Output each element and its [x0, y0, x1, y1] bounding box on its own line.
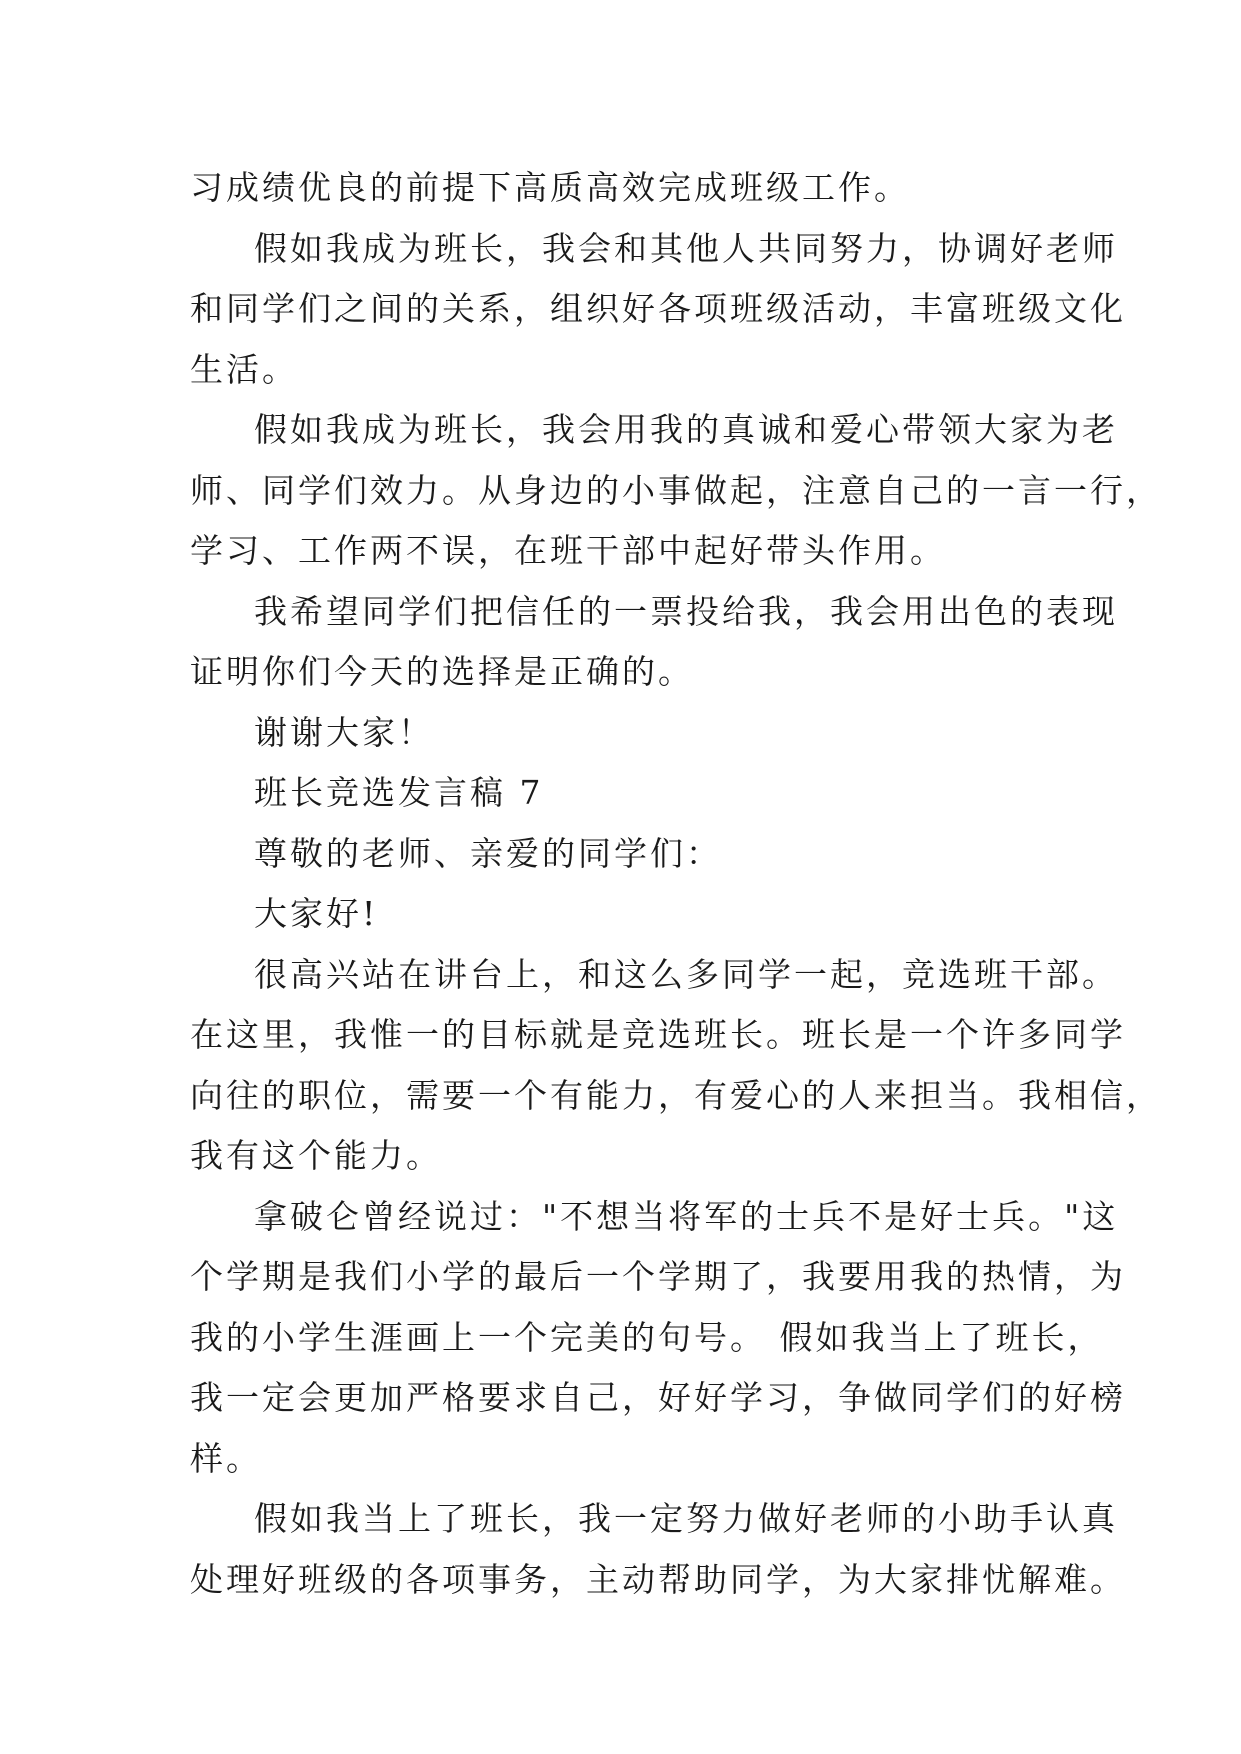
- text-line: 和同学们之间的关系，组织好各项班级活动，丰富班级文化: [190, 289, 1126, 328]
- text-line: 很高兴站在讲台上，和这么多同学一起，竞选班干部。: [254, 954, 1118, 994]
- text-line: 我的小学生涯画上一个完美的句号。 假如我当上了班长，: [190, 1317, 1104, 1357]
- salutation: 尊敬的老师、亲爱的同学们：: [254, 833, 722, 873]
- text-line: 我有这个能力。: [190, 1136, 442, 1175]
- text-line: 在这里，我惟一的目标就是竞选班长。班长是一个许多同学: [190, 1015, 1126, 1054]
- text-line: 学习、工作两不误，在班干部中起好带头作用。: [190, 531, 946, 570]
- text-line: 我希望同学们把信任的一票投给我，我会用出色的表现: [254, 591, 1118, 631]
- text-line: 向往的职位，需要一个有能力，有爱心的人来担当。我相信，: [190, 1075, 1162, 1115]
- text-line: 假如我成为班长，我会和其他人共同努力，协调好老师: [254, 228, 1118, 268]
- text-line: 谢谢大家！: [254, 712, 434, 752]
- text-line: 生活。: [190, 349, 298, 389]
- text-line: 假如我成为班长，我会用我的真诚和爱心带领大家为老: [254, 410, 1118, 449]
- section-title: 班长竞选发言稿 7: [254, 773, 544, 812]
- text-line: 个学期是我们小学的最后一个学期了，我要用我的热情，为: [190, 1257, 1126, 1296]
- greeting: 大家好!: [254, 894, 379, 933]
- text-line: 我一定会更加严格要求自己，好好学习，争做同学们的好榜: [190, 1378, 1126, 1417]
- text-line: 师、同学们效力。从身边的小事做起，注意自己的一言一行，: [190, 470, 1162, 510]
- text-line: 证明你们今天的选择是正确的。: [190, 652, 694, 691]
- text-line: 习成绩优良的前提下高质高效完成班级工作。: [190, 168, 910, 207]
- text-line: 处理好班级的各项事务，主动帮助同学，为大家排忧解难。: [190, 1559, 1126, 1599]
- text-line: 假如我当上了班长，我一定努力做好老师的小助手认真: [254, 1499, 1118, 1538]
- document-body: [190, 158, 1162, 1610]
- text-line: 拿破仑曾经说过："不想当将军的士兵不是好士兵。"这: [254, 1196, 1119, 1236]
- text-line: 样。: [190, 1438, 262, 1478]
